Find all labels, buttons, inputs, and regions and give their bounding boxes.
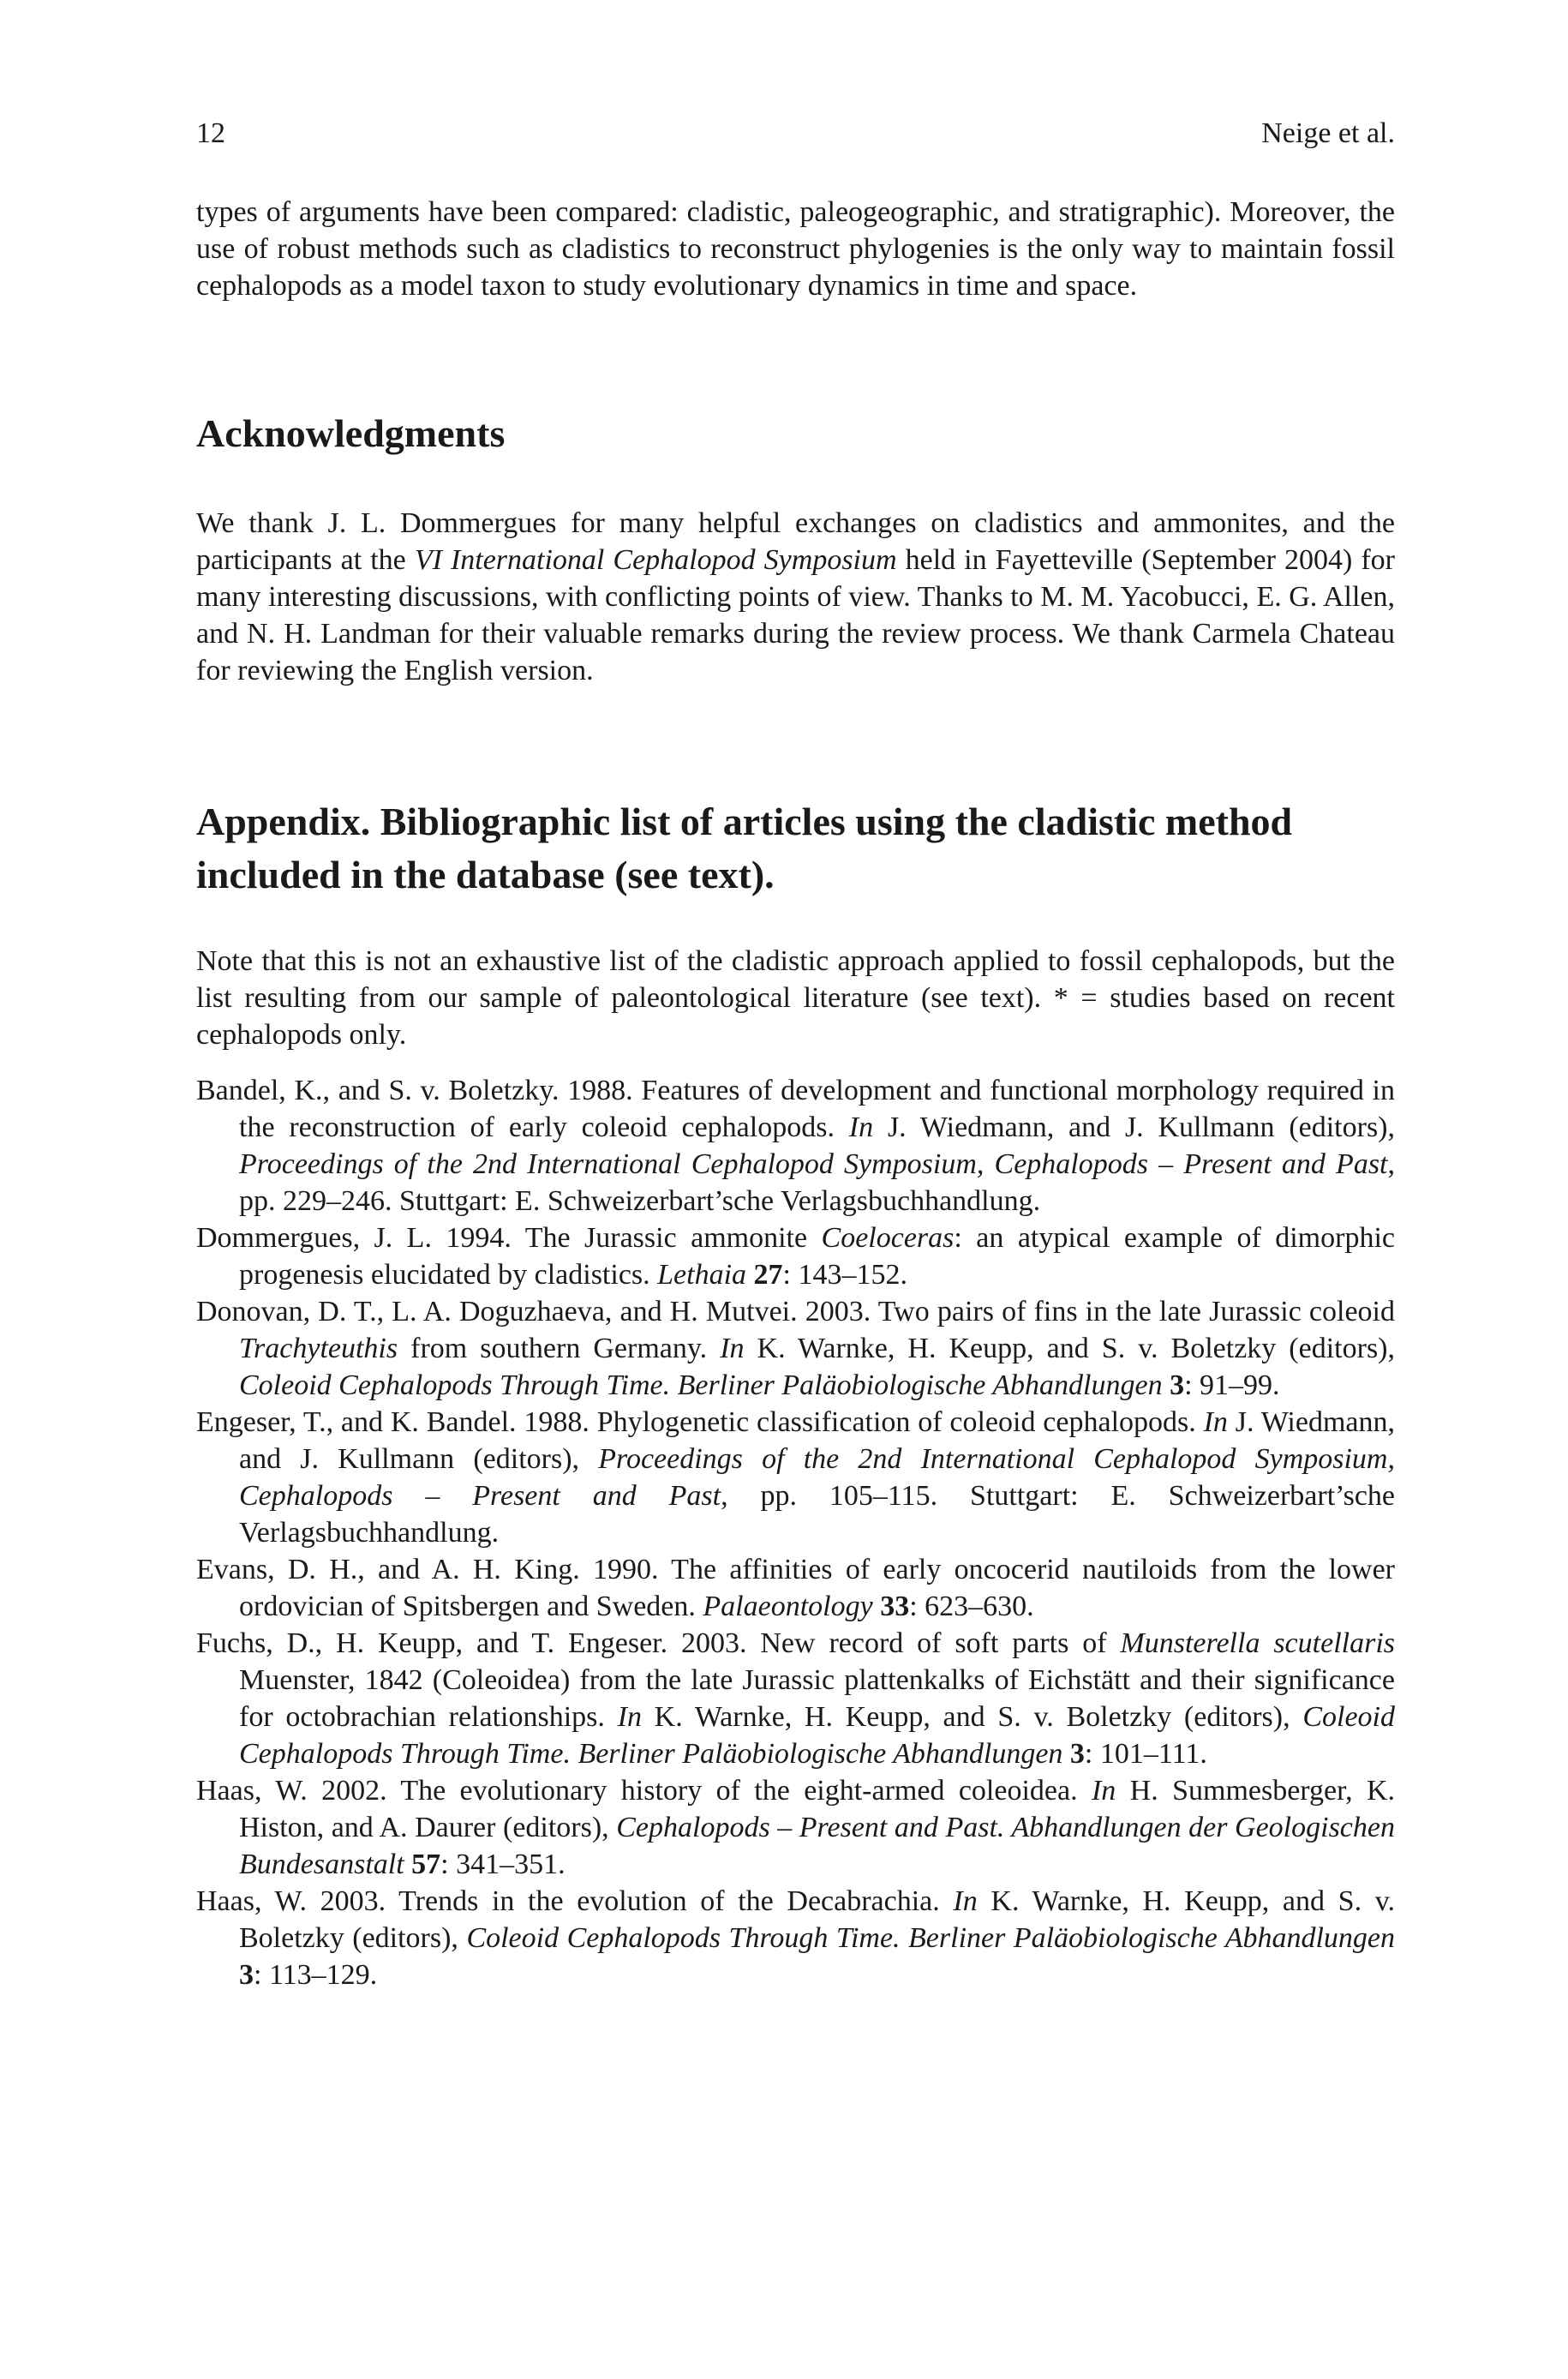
reference-italic-text: In: [720, 1333, 745, 1364]
reference-text: Bandel, K., and S. v. Boletzky. 1988. Features of development and functional morphology required in the reconstruction of early coleoid cephalopods.: [196, 1075, 1395, 1143]
acknowledgments-text-2: held in Fayetteville (September 2004) for many interesting discussions, with conflicting points of view. Thanks to M. M. Yacobucci, E. G. Allen, and N. H. Landman for their valuable remarks during the review process. We thank Carmela Chateau for reviewing the English version.: [196, 544, 1395, 686]
reference-entry: [196, 1625, 1395, 1772]
reference-text: Haas, W. 2002. The evolutionary history of the eight-armed coleoidea.: [196, 1775, 1092, 1807]
reference-entry: [196, 1772, 1395, 1883]
reference-italic-text: In: [1203, 1406, 1228, 1438]
reference-volume: 27: [753, 1259, 783, 1291]
symposium-name: VI International Cephalopod Symposium: [414, 544, 897, 576]
reference-text: H. Summesberger, K. Histon, and A. Daurer (editors),: [239, 1775, 1395, 1843]
reference-text: J. Wiedmann, and J. Kullmann (editors),: [239, 1406, 1395, 1475]
reference-text: : 143–152.: [782, 1259, 907, 1291]
reference-text: Engeser, T., and K. Bandel. 1988. Phylogenetic classification of coleoid cephalopods.: [196, 1406, 1204, 1438]
reference-italic-text: In: [953, 1885, 978, 1917]
reference-italic-text: In: [848, 1112, 874, 1143]
reference-text: Donovan, D. T., L. A. Doguzhaeva, and H. Mutvei. 2003. Two pairs of fins in the late Jurassic coleoid: [196, 1296, 1395, 1327]
appendix-note: Note that this is not an exhaustive list of the cladistic approach applied to fossil cephalopods, but the list resulting from our sample of paleontological literature (see text). * = studies based on recent cephalopods only.: [196, 945, 1395, 1051]
reference-text: [1062, 1738, 1070, 1770]
reference-entry: [196, 1072, 1395, 1219]
reference-text: Fuchs, D., H. Keupp, and T. Engeser. 2003. New record of soft parts of: [196, 1627, 1121, 1659]
reference-volume: 3: [1170, 1369, 1185, 1401]
reference-italic-text: Trachyteuthis: [239, 1333, 398, 1364]
reference-text: [404, 1849, 412, 1880]
reference-list: [196, 1072, 1395, 1993]
reference-italic-text: Coleoid Cephalopods Through Time. Berliner Paläobiologische Abhandlungen: [466, 1922, 1395, 1954]
reference-text: : 101–111.: [1084, 1738, 1207, 1770]
reference-volume: 3: [1069, 1738, 1085, 1770]
appendix-heading: Appendix. Bibliographic list of articles using the cladistic method included in the database (see text).: [196, 800, 1293, 896]
reference-text: : 341–351.: [440, 1849, 566, 1880]
acknowledgments-paragraph: [196, 505, 1395, 689]
reference-entry: [196, 1219, 1395, 1293]
reference-italic-text: Palaeontology: [703, 1591, 873, 1622]
reference-text: [746, 1259, 754, 1291]
reference-entry: [196, 1404, 1395, 1551]
reference-italic-text: Cephalopods – Present and Past. Abhandlungen der Geologischen Bundesanstalt: [239, 1812, 1395, 1880]
reference-text: : 623–630.: [909, 1591, 1034, 1622]
reference-text: Haas, W. 2003. Trends in the evolution of the Decabrachia.: [196, 1885, 954, 1917]
reference-italic-text: Coleoid Cephalopods Through Time. Berliner Paläobiologische Abhandlungen: [239, 1369, 1163, 1401]
reference-text: Muenster, 1842 (Coleoidea) from the late Jurassic plattenkalks of Eichstätt and their significance for octobrachian relationships.: [239, 1664, 1395, 1733]
reference-italic-text: Lethaia: [657, 1259, 747, 1291]
reference-text: : an atypical example of dimorphic progenesis elucidated by cladistics.: [239, 1222, 1395, 1291]
reference-volume: 33: [880, 1591, 910, 1622]
reference-entry: [196, 1551, 1395, 1625]
reference-text: , pp. 105–115. Stuttgart: E. Schweizerbart’sche Verlagsbuchhandlung.: [239, 1480, 1395, 1549]
reference-italic-text: Munsterella scutellaris: [1120, 1627, 1395, 1659]
reference-text: , pp. 229–246. Stuttgart: E. Schweizerbart’sche Verlagsbuchhandlung.: [239, 1148, 1395, 1217]
reference-text: : 91–99.: [1184, 1369, 1280, 1401]
reference-text: J. Wiedmann, and J. Kullmann (editors),: [873, 1112, 1395, 1143]
reference-italic-text: Proceedings of the 2nd International Cephalopod Symposium, Cephalopods – Present and Past: [239, 1148, 1388, 1180]
reference-italic-text: In: [1091, 1775, 1116, 1807]
reference-text: [873, 1591, 881, 1622]
reference-italic-text: Coeloceras: [821, 1222, 955, 1254]
reference-entry: [196, 1883, 1395, 1993]
intro-paragraph: types of arguments have been compared: cladistic, paleogeographic, and stratigraphic). Moreover, the use of robust methods such as cladistics to reconstruct phylogenies is the only way to maintain fossil cephalopods as a model taxon to study evolutionary dynamics in time and space.: [196, 196, 1395, 302]
page-body: [196, 194, 1395, 1993]
running-title: Neige et al.: [1261, 117, 1395, 149]
reference-text: K. Warnke, H. Keupp, and S. v. Boletzky (editors),: [744, 1333, 1395, 1364]
reference-italic-text: In: [617, 1701, 642, 1733]
reference-text: Dommergues, J. L. 1994. The Jurassic ammonite: [196, 1222, 822, 1254]
reference-text: K. Warnke, H. Keupp, and S. v. Boletzky (editors),: [641, 1701, 1303, 1733]
reference-text: Evans, D. H., and A. H. King. 1990. The affinities of early oncocerid nautiloids from the lower ordovician of Spitsbergen and Sweden.: [196, 1554, 1395, 1622]
reference-italic-text: Coleoid Cephalopods Through Time. Berliner Paläobiologische Abhandlungen: [239, 1701, 1395, 1770]
reference-entry: [196, 1293, 1395, 1404]
reference-text: from southern Germany.: [398, 1333, 721, 1364]
reference-volume: 3: [239, 1959, 254, 1991]
running-header: [196, 117, 1395, 151]
acknowledgments-text-1: We thank J. L. Dommergues for many helpful exchanges on cladistics and ammonites, and the participants at the: [196, 507, 1395, 576]
reference-text: K. Warnke, H. Keupp, and S. v. Boletzky (editors),: [239, 1885, 1395, 1954]
reference-italic-text: Proceedings of the 2nd International Cephalopod Symposium, Cephalopods – Present and Past: [239, 1443, 1395, 1512]
page-number: 12: [196, 117, 225, 149]
reference-text: : 113–129.: [254, 1959, 378, 1991]
acknowledgments-heading: Acknowledgments: [196, 411, 506, 455]
reference-text: [1163, 1369, 1170, 1401]
reference-volume: 57: [411, 1849, 441, 1880]
